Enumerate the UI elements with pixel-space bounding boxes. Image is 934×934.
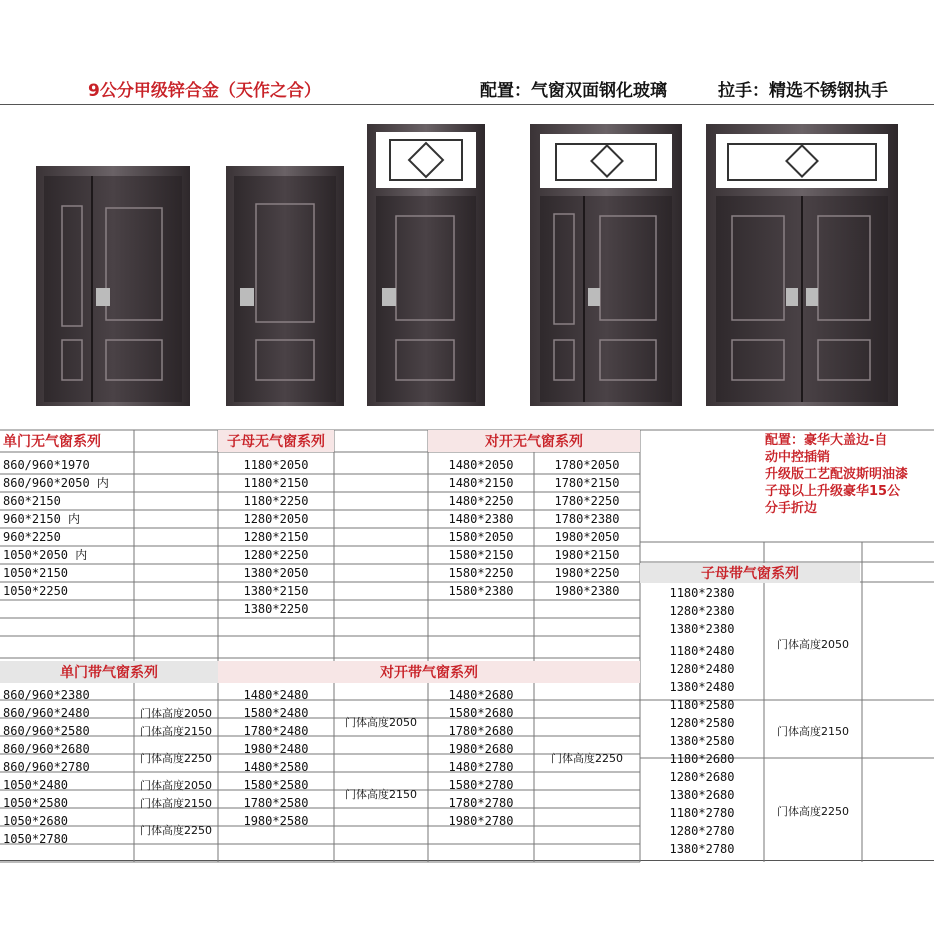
table-cell: 1280*2480 — [669, 662, 735, 676]
table-cell: 1380*2680 — [669, 788, 735, 802]
note-line: 动中控插销 — [765, 450, 831, 465]
table-cell: 1580*2380 — [448, 584, 514, 598]
table-cell: 860/960*2680 — [3, 742, 90, 756]
table-cell: 1180*2250 — [243, 494, 309, 508]
table-cell: 1380*2580 — [669, 734, 735, 748]
table-cell: 1180*2050 — [243, 458, 309, 472]
table-cell: 1480*2580 — [243, 760, 309, 774]
table-cell: 1180*2150 — [243, 476, 309, 490]
table-cell: 860/960*2380 — [3, 688, 90, 702]
table-cell: 1380*2780 — [669, 842, 735, 856]
table-cell: 1780*2250 — [554, 494, 620, 508]
door-height-label: 门体高度2250 — [140, 824, 212, 837]
single-with-window-title: 单门带气窗系列 — [0, 661, 218, 683]
table-cell: 1980*2050 — [554, 530, 620, 544]
table-cell: 860/960*1970 — [3, 458, 90, 472]
table-cell: 1380*2480 — [669, 680, 735, 694]
table-cell: 1380*2050 — [243, 566, 309, 580]
table-cell: 1480*2480 — [243, 688, 309, 702]
single-no-window-title: 单门无气窗系列 — [3, 434, 101, 450]
table-cell: 1050*2150 — [3, 566, 69, 580]
table-cell: 1780*2380 — [554, 512, 620, 526]
zimu-no-window-title: 子母无气窗系列 — [218, 430, 334, 452]
table-cell: 1580*2780 — [448, 778, 514, 792]
table-cell: 1980*2480 — [243, 742, 309, 756]
table-cell: 1580*2150 — [448, 548, 514, 562]
door-height-label: 门体高度2250 — [777, 805, 849, 818]
table-cell: 1280*2380 — [669, 604, 735, 618]
table-cell: 1580*2680 — [448, 706, 514, 720]
table-cell: 1580*2480 — [243, 706, 309, 720]
table-cell: 1980*2150 — [554, 548, 620, 562]
door-height-label: 门体高度2250 — [140, 752, 212, 765]
table-cell: 1180*2380 — [669, 586, 735, 600]
table-cell: 860/960*2780 — [3, 760, 90, 774]
door-height-label: 门体高度2050 — [140, 707, 212, 720]
table-cell: 1180*2680 — [669, 752, 735, 766]
config-text: 配置：气窗双面钢化玻璃 — [480, 80, 667, 101]
table-cell: 1580*2050 — [448, 530, 514, 544]
table-cell: 1280*2250 — [243, 548, 309, 562]
table-cell: 1180*2580 — [669, 698, 735, 712]
table-cell: 1280*2050 — [243, 512, 309, 526]
table-cell: 1780*2680 — [448, 724, 514, 738]
table-cell: 1780*2580 — [243, 796, 309, 810]
double-no-window-title: 对开无气窗系列 — [428, 430, 640, 452]
table-cell: 960*2150 内 — [3, 512, 81, 526]
door-height-label: 门体高度2150 — [345, 788, 417, 801]
table-cell: 1380*2380 — [669, 622, 735, 636]
config-note — [765, 432, 933, 517]
door-height-label: 门体高度2150 — [777, 725, 849, 738]
table-cell: 860/960*2050 内 — [3, 476, 109, 490]
note-line: 分手折边 — [765, 501, 818, 516]
table-cell: 1480*2050 — [448, 458, 514, 472]
table-cell: 1050*2050 内 — [3, 548, 88, 562]
table-cell: 1780*2150 — [554, 476, 620, 490]
table-cell: 1050*2780 — [3, 832, 69, 846]
table-cell: 1480*2680 — [448, 688, 514, 702]
table-cell: 860*2150 — [3, 494, 61, 508]
table-cell: 860/960*2480 — [3, 706, 90, 720]
table-cell: 1980*2780 — [448, 814, 514, 828]
table-cell: 1980*2250 — [554, 566, 620, 580]
door-height-label: 门体高度2150 — [140, 797, 212, 810]
table-cell: 1480*2150 — [448, 476, 514, 490]
double-with-window-title: 对开带气窗系列 — [218, 661, 640, 683]
table-cell: 1980*2580 — [243, 814, 309, 828]
handle-text: 拉手：精选不锈钢执手 — [718, 80, 888, 101]
product-title: 9公分甲级锌合金（天作之合） — [88, 80, 321, 101]
table-cell: 1780*2480 — [243, 724, 309, 738]
table-cell: 1380*2150 — [243, 584, 309, 598]
table-cell: 860/960*2580 — [3, 724, 90, 738]
note-line: 配置：豪华大盖边-自 — [765, 433, 888, 448]
zimu-with-window-title: 子母带气窗系列 — [640, 563, 860, 583]
table-cell: 1480*2780 — [448, 760, 514, 774]
door-height-label: 门体高度2050 — [345, 716, 417, 729]
door-height-label: 门体高度2050 — [777, 638, 849, 651]
table-cell: 1480*2380 — [448, 512, 514, 526]
table-cell: 1480*2250 — [448, 494, 514, 508]
table-cell: 1180*2480 — [669, 644, 735, 658]
table-cell: 1580*2250 — [448, 566, 514, 580]
door-height-label: 门体高度2150 — [140, 725, 212, 738]
note-line: 升级版工艺配波斯明油漆 — [765, 467, 909, 482]
table-cell: 1180*2780 — [669, 806, 735, 820]
table-cell: 1280*2150 — [243, 530, 309, 544]
table-cell: 1780*2780 — [448, 796, 514, 810]
table-cell: 1280*2580 — [669, 716, 735, 730]
table-cell: 1980*2680 — [448, 742, 514, 756]
table-cell: 1980*2380 — [554, 584, 620, 598]
table-cell: 1780*2050 — [554, 458, 620, 472]
table-cell: 1380*2250 — [243, 602, 309, 616]
door-height-label: 门体高度2050 — [140, 779, 212, 792]
door-height-label: 门体高度2250 — [551, 752, 623, 765]
table-cell: 1050*2250 — [3, 584, 69, 598]
table-cell: 1050*2580 — [3, 796, 69, 810]
table-cell: 1280*2680 — [669, 770, 735, 784]
table-cell: 1280*2780 — [669, 824, 735, 838]
table-cell: 1050*2680 — [3, 814, 69, 828]
table-cell: 1580*2580 — [243, 778, 309, 792]
table-cell: 1050*2480 — [3, 778, 69, 792]
table-cell: 960*2250 — [3, 530, 61, 544]
note-line: 子母以上升级豪华15公 — [765, 484, 901, 499]
